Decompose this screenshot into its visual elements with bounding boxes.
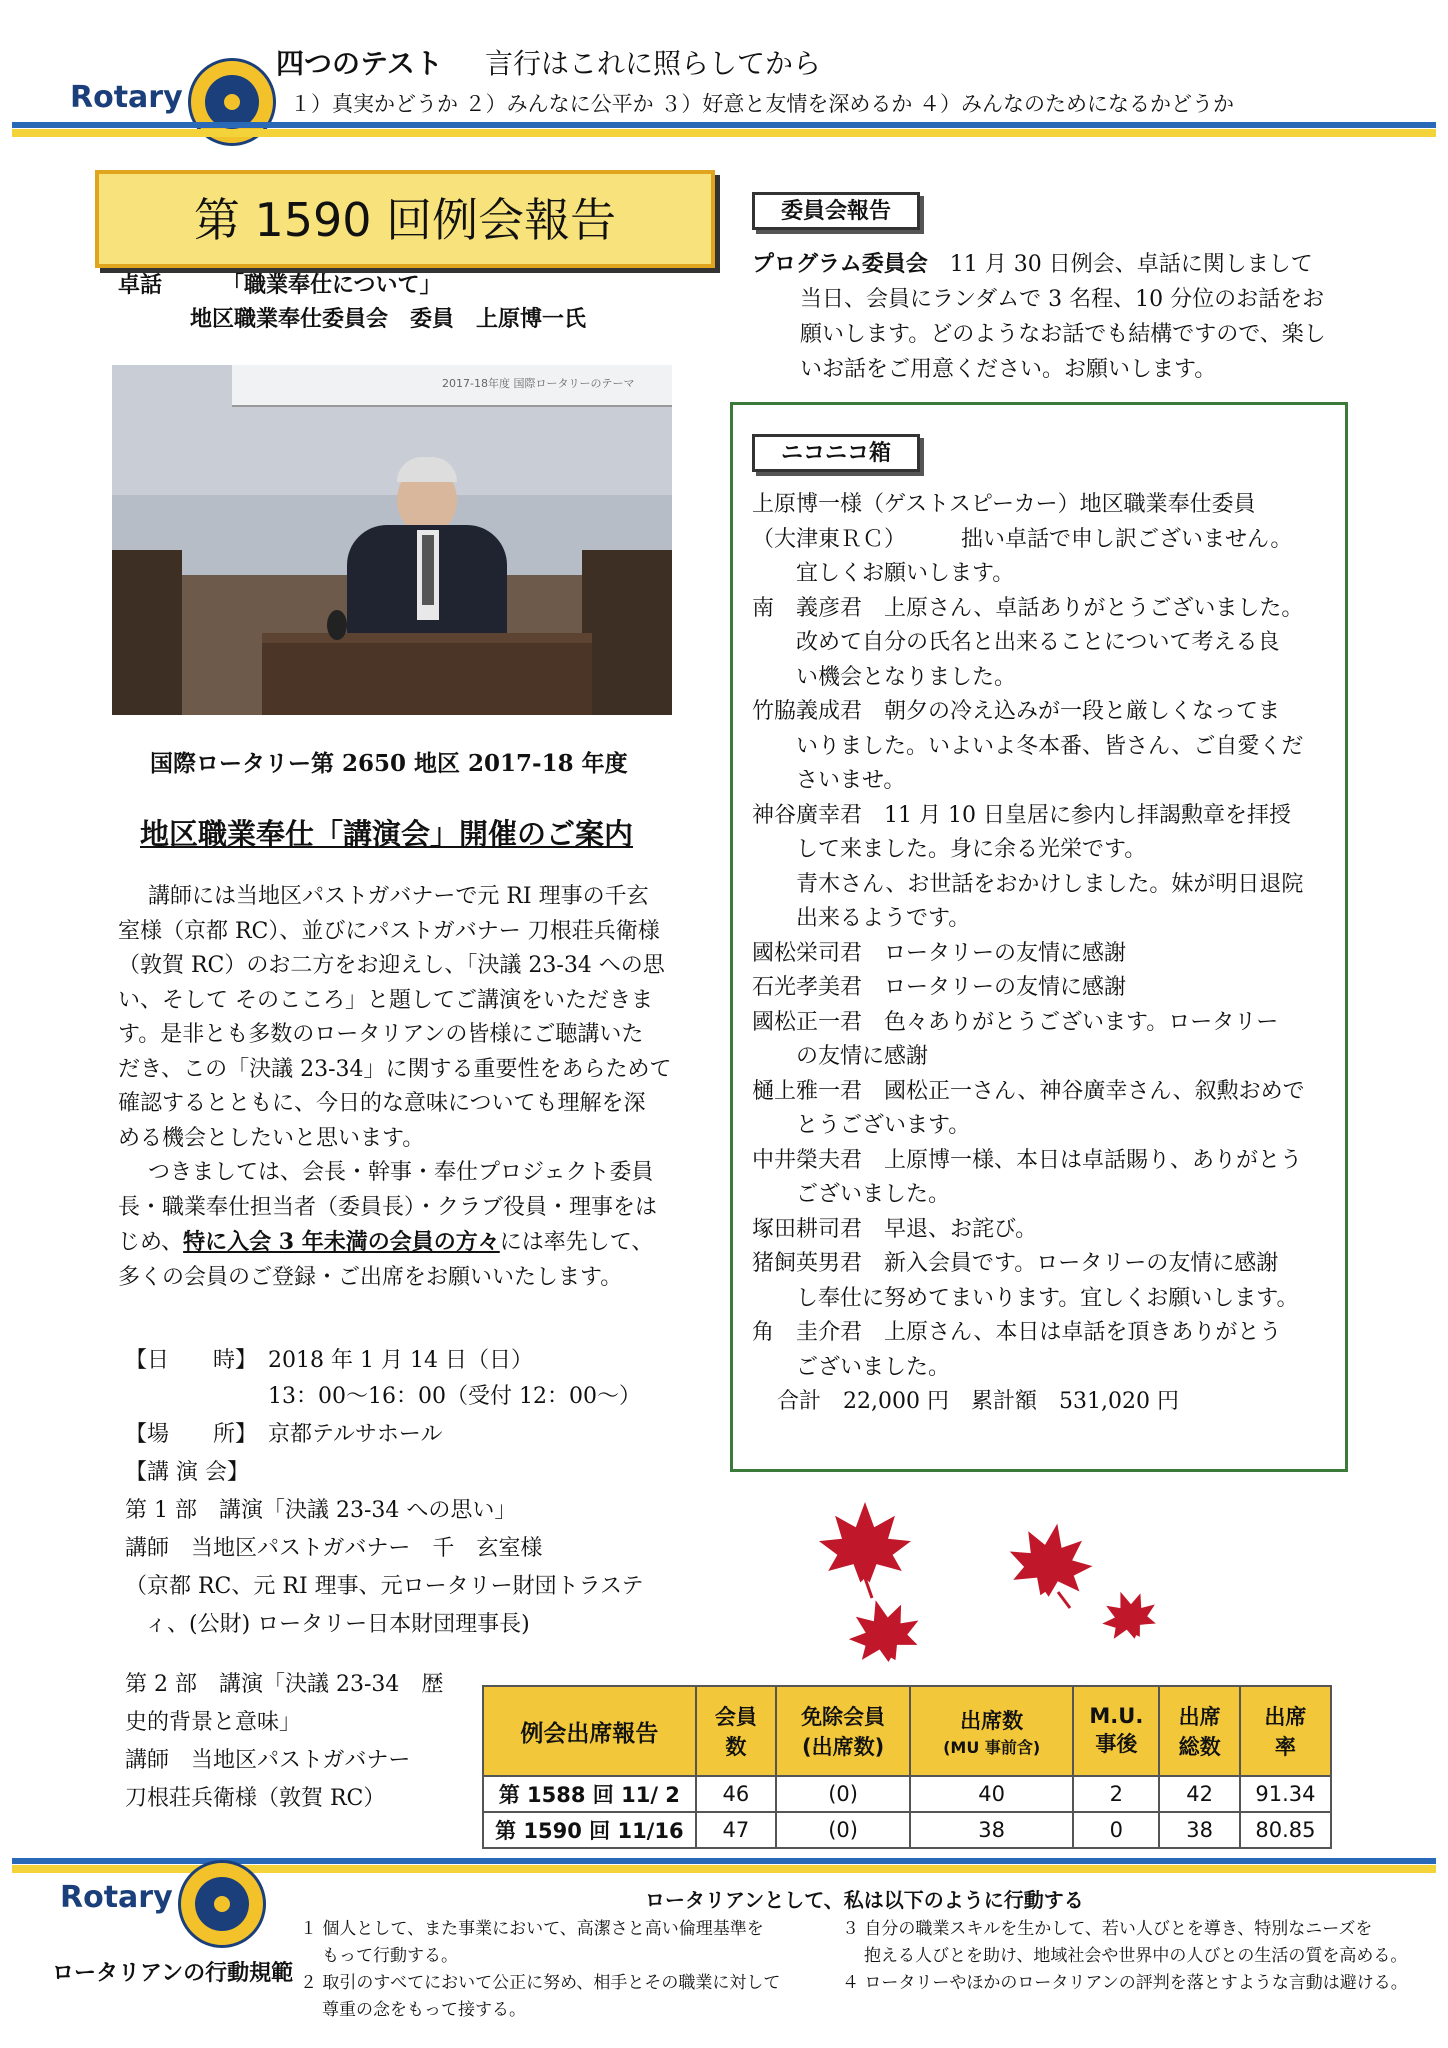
attendance-header-line: 免除会員 bbox=[801, 1705, 886, 1729]
attendance-cell: (0) bbox=[776, 1812, 910, 1848]
nikoniko-entry: ございました。 bbox=[752, 1182, 951, 1207]
maple-leaves-decoration bbox=[800, 1490, 1180, 1680]
speaker-name: 地区職業奉仕委員会 委員 上原博一氏 bbox=[190, 307, 587, 332]
nikoniko-entry: 出来るようです。 bbox=[752, 906, 971, 931]
attendance-header-line: 総数 bbox=[1178, 1735, 1221, 1759]
attendance-cell: (0) bbox=[776, 1776, 910, 1812]
nikoniko-label: ニコニコ箱 bbox=[752, 434, 920, 472]
attendance-cell: 91.34 bbox=[1240, 1776, 1331, 1812]
attendance-header-line: 出席 bbox=[1178, 1705, 1221, 1729]
four-tests-items: １）真実かどうか ２）みんなに公平か ３）好意と友情を深めるか ４）みんなのためになるかどうか bbox=[290, 92, 1235, 116]
notice-line: 室様（京都 RC）、並びにパストガバナー 刀根荘兵衛様 bbox=[118, 918, 660, 944]
committee-name: プログラム委員会 bbox=[752, 252, 928, 277]
nikoniko-entry: 青木さん、お世話をおかけしました。妹が明日退院 bbox=[752, 871, 1304, 897]
nikoniko-entry: とうございます。 bbox=[752, 1113, 971, 1138]
place-label: 【場 所】 bbox=[125, 1422, 258, 1447]
attendance-header bbox=[776, 1686, 910, 1776]
attendance-header-line: 出席 bbox=[1264, 1705, 1307, 1729]
attendance-cell: 2 bbox=[1073, 1776, 1159, 1812]
attendance-header bbox=[1159, 1686, 1239, 1776]
nikoniko-entry: 塚田耕司君 早退、お詫び。 bbox=[752, 1216, 1038, 1242]
attendance-header-line: 数 bbox=[725, 1735, 747, 1759]
notice-emphasis: 特に入会 3 年未満の会員の方々 bbox=[183, 1229, 500, 1255]
nikoniko-entry: 神谷廣幸君 11 月 10 日皇居に参内し拝謁勲章を拝授 bbox=[752, 802, 1291, 828]
committee-line bbox=[752, 248, 1313, 283]
code-line: ４ ロータリーやほかのロータリアンの評判を落とすような言動は避ける。 bbox=[842, 1973, 1408, 1993]
part2: 第 2 部 講演「決議 23-34 歴 bbox=[125, 1672, 444, 1697]
nikoniko-entry: さいませ。 bbox=[752, 768, 906, 793]
attendance-header-line: (MU 事前含) bbox=[943, 1737, 1041, 1757]
date-value: 2018 年 1 月 14 日（日） bbox=[268, 1348, 533, 1373]
district-line: 国際ロータリー第 2650 地区 2017-18 年度 bbox=[150, 750, 628, 777]
attendance-cell: 38 bbox=[910, 1812, 1073, 1848]
nikoniko-entry: 宜しくお願いします。 bbox=[752, 561, 1015, 586]
notice-line: める機会としたいと思います。 bbox=[118, 1125, 425, 1151]
part2-lecturer: 講師 当地区パストガバナー bbox=[125, 1748, 411, 1773]
four-tests-subtitle: 言行はこれに照らしてから bbox=[485, 47, 822, 80]
part1-note: （京都 RC、元 RI 理事、元ロータリー財団トラステ bbox=[125, 1574, 644, 1599]
nikoniko-entry: いりました。いよいよ冬本番、皆さん、ご自愛くだ bbox=[752, 733, 1304, 759]
lecture-label: 【講 演 会】 bbox=[125, 1460, 249, 1485]
attendance-header-line: (出席数) bbox=[801, 1735, 885, 1759]
nikoniko-entry: して来ました。身に余る光栄です。 bbox=[752, 837, 1147, 862]
attendance-row-label: 第 1588 回 11/ 2 bbox=[483, 1776, 696, 1812]
attendance-row bbox=[483, 1776, 1331, 1812]
code-line: ２ 取引のすべてにおいて公正に努め、相手とその職業に対して bbox=[300, 1973, 781, 1993]
four-tests-title: 四つのテスト bbox=[276, 47, 443, 80]
nikoniko-list bbox=[752, 488, 1342, 1420]
speech-topic: 「職業奉仕について」 bbox=[222, 273, 442, 298]
nikoniko-entry: 角 圭介君 上原さん、本日は卓話を頂きありがとう bbox=[752, 1320, 1282, 1345]
notice-line: い、そして そのこころ」と題してご講演をいただきま bbox=[118, 987, 653, 1013]
speech-label: 卓話 bbox=[118, 273, 163, 298]
attendance-cell: 0 bbox=[1073, 1812, 1159, 1848]
part1-note: ィ、(公財) ロータリー日本財団理事長) bbox=[145, 1612, 530, 1637]
part2: 史的背景と意味」 bbox=[125, 1710, 302, 1735]
code-item-1 bbox=[300, 1916, 780, 2024]
maple-leaf-icon bbox=[1094, 1582, 1163, 1647]
nikoniko-entry: い機会となりました。 bbox=[752, 664, 1017, 690]
photo-banner-text: 2017-18年度 国際ロータリーのテーマ bbox=[442, 377, 635, 390]
code-heading: ロータリアンとして、私は以下のように行動する bbox=[645, 1888, 1084, 1912]
attendance-cell: 46 bbox=[696, 1776, 776, 1812]
maple-leaf-icon bbox=[819, 1502, 911, 1598]
nikoniko-entry: 國松正一君 色々ありがとうございます。ロータリー bbox=[752, 1009, 1279, 1035]
part2-lecturer: 刀根荘兵衛様（敦賀 RC） bbox=[125, 1786, 386, 1811]
attendance-title: 例会出席報告 bbox=[483, 1686, 696, 1776]
attendance-header-line: 事後 bbox=[1095, 1732, 1138, 1756]
notice-paragraph-1 bbox=[118, 880, 718, 1295]
code-line: 抱える人びとを助け、地域社会や世界中の人びとの生活の質を高める。 bbox=[864, 1946, 1408, 1966]
attendance-header-line: 出席数 bbox=[960, 1708, 1024, 1733]
attendance-header-line: 会員 bbox=[714, 1705, 757, 1729]
rotary-brand: Rotary bbox=[70, 80, 183, 115]
code-line: １ 個人として、また事業において、高潔さと高い倫理基準を bbox=[300, 1919, 764, 1939]
footer-rotary-wheel-logo bbox=[178, 1860, 266, 1948]
attendance-header bbox=[910, 1686, 1073, 1776]
code-line: ３ 自分の職業スキルを生かして、若い人びとを導き、特別なニーズを bbox=[842, 1919, 1373, 1939]
attendance-table bbox=[482, 1685, 1332, 1849]
attendance-header-line: M.U. bbox=[1089, 1704, 1144, 1728]
nikoniko-entry: ございました。 bbox=[752, 1354, 951, 1380]
maple-leaf-icon bbox=[1003, 1516, 1098, 1608]
committee-text: 11 月 30 日例会、卓話に関しまして bbox=[949, 252, 1313, 277]
footer-rotary-brand: Rotary bbox=[60, 1880, 173, 1915]
notice-line: 長・職業奉仕担当者（委員長）・クラブ役員・理事をは bbox=[118, 1194, 658, 1220]
code-item-3 bbox=[842, 1916, 1408, 1997]
nikoniko-entry: し奉仕に努めてまいります。宜しくお願いします。 bbox=[752, 1285, 1299, 1311]
attendance-cell: 80.85 bbox=[1240, 1812, 1331, 1848]
maple-leaf-icon bbox=[841, 1591, 927, 1670]
code-of-conduct-title: ロータリアンの行動規範 bbox=[52, 1961, 294, 1986]
nikoniko-entry: 石光孝美君 ロータリーの友情に感謝 bbox=[752, 975, 1127, 1000]
notice-line bbox=[118, 1225, 718, 1261]
nikoniko-entry: 中井榮夫君 上原博一様、本日は卓話賜り、ありがとう bbox=[752, 1147, 1303, 1173]
attendance-header bbox=[1073, 1686, 1159, 1776]
notice-text: じめ、 bbox=[118, 1230, 184, 1255]
part1: 第 1 部 講演「決議 23-34 への思い」 bbox=[125, 1498, 517, 1523]
nikoniko-entry: 南 義彦君 上原さん、卓話ありがとうございました。 bbox=[752, 595, 1304, 621]
speaker-photo bbox=[112, 365, 672, 715]
nikoniko-entry: 猪飼英男君 新入会員です。ロータリーの友情に感謝 bbox=[752, 1251, 1279, 1276]
notice-line: す。是非とも多数のロータリアンの皆様にご聴講いた bbox=[118, 1022, 644, 1047]
attendance-header bbox=[696, 1686, 776, 1776]
attendance-header bbox=[1240, 1686, 1331, 1776]
nikoniko-total: 合計 22,000 円 累計額 531,020 円 bbox=[777, 1389, 1179, 1414]
committee-line: 当日、会員にランダムで 3 名程、10 分位のお話をお bbox=[800, 287, 1325, 312]
committee-line: いお話をご用意ください。お願いします。 bbox=[800, 357, 1217, 382]
date-label: 【日 時】 bbox=[125, 1348, 258, 1373]
report-title: 第 1590 回例会報告 bbox=[95, 170, 715, 268]
attendance-cell: 47 bbox=[696, 1812, 776, 1848]
attendance-cell: 38 bbox=[1159, 1812, 1239, 1848]
nikoniko-entry: 改めて自分の氏名と出来ることについて考える良 bbox=[752, 630, 1280, 655]
nikoniko-entry: （大津東ＲＣ） 拙い卓話で申し訳ございません。 bbox=[752, 526, 1293, 552]
nikoniko-entry: の友情に感謝 bbox=[752, 1044, 929, 1069]
notice-heading: 地区職業奉仕「講演会」開催のご案内 bbox=[140, 817, 634, 851]
nikoniko-entry: 國松栄司君 ロータリーの友情に感謝 bbox=[752, 940, 1127, 966]
attendance-header-line: 率 bbox=[1274, 1735, 1296, 1759]
place-value: 京都テルサホール bbox=[268, 1422, 443, 1447]
attendance-cell: 42 bbox=[1159, 1776, 1239, 1812]
notice-line: 確認するとともに、今日的な意味についても理解を深 bbox=[118, 1091, 646, 1116]
nikoniko-entry: 上原博一様（ゲストスピーカー）地区職業奉仕委員 bbox=[752, 492, 1256, 517]
part1-lecturer: 講師 当地区パストガバナー 千 玄室様 bbox=[125, 1536, 543, 1561]
notice-text: には率先して、 bbox=[499, 1230, 654, 1255]
attendance-row bbox=[483, 1812, 1331, 1848]
committee-label: 委員会報告 bbox=[752, 192, 920, 230]
nikoniko-entry: 樋上雅一君 國松正一さん、神谷廣幸さん、叙勲おめで bbox=[752, 1078, 1305, 1104]
notice-line: 多くの会員のご登録・ご出席をお願いいたします。 bbox=[118, 1264, 623, 1290]
attendance-row-label: 第 1590 回 11/16 bbox=[483, 1812, 696, 1848]
attendance-cell: 40 bbox=[910, 1776, 1073, 1812]
notice-line: 講師には当地区パストガバナーで元 RI 理事の千玄 bbox=[148, 884, 649, 909]
header-stripe-blue bbox=[12, 122, 1436, 128]
time-value: 13：00〜16：00（受付 12：00〜） bbox=[268, 1384, 641, 1409]
notice-line: （敦賀 RC）のお二方をお迎えし、「決議 23-34 への思 bbox=[118, 953, 665, 978]
notice-line: だき、この「決議 23-34」に関する重要性をあらためて bbox=[118, 1056, 672, 1082]
nikoniko-entry: 竹脇義成君 朝夕の冷え込みが一段と厳しくなってま bbox=[752, 699, 1281, 724]
header-stripe-yellow bbox=[12, 129, 1436, 137]
committee-line: 願いします。どのようなお話でも結構ですので、楽し bbox=[800, 322, 1326, 347]
notice-line: つきましては、会長・幹事・奉仕プロジェクト委員 bbox=[148, 1160, 654, 1185]
code-line: もって行動する。 bbox=[322, 1946, 458, 1966]
code-line: 尊重の念をもって接する。 bbox=[322, 2000, 526, 2020]
